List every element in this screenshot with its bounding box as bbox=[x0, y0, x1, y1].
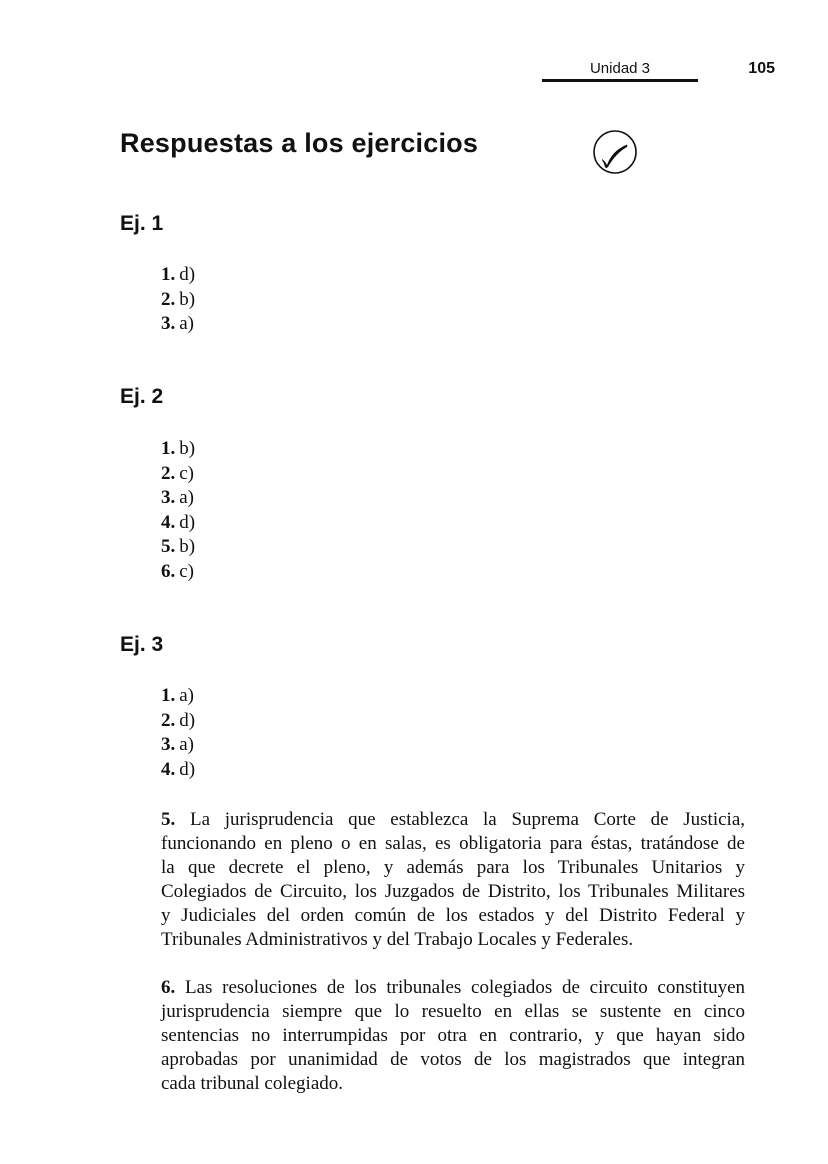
header-rule bbox=[542, 79, 698, 82]
answer-item: 3. a) bbox=[161, 313, 195, 334]
answer-item: 1. a) bbox=[161, 685, 195, 706]
page-number: 105 bbox=[748, 60, 775, 77]
answer-item: 2. b) bbox=[161, 288, 196, 310]
section-label-ej3: Ej. 3 bbox=[120, 633, 164, 656]
answer-item: 4. d) bbox=[161, 511, 196, 533]
running-header-unit: Unidad 3 bbox=[589, 60, 651, 77]
answer-list-ej2 bbox=[161, 437, 195, 584]
answer-item: 4. d) bbox=[161, 758, 196, 780]
answer-paragraph-6: 6. Las resoluciones de los tribunales colegiados de circuito constituyen jurisprudencia siempre que lo resuelto en ellas se sustente en cinco sentencias no interrumpidas por otra en contrario, y que hayan sido aprobadas por unanimidad de votos de los magistrados que integran cada tribunal colegiado. bbox=[161, 977, 746, 1094]
answer-item: 1. d) bbox=[161, 264, 196, 285]
answer-item: 2. c) bbox=[161, 462, 195, 484]
answer-item: 6. c) bbox=[161, 560, 195, 582]
section-label-ej2: Ej. 2 bbox=[120, 385, 164, 408]
answer-item: 1. b) bbox=[161, 438, 196, 459]
check-circle-icon bbox=[592, 129, 638, 175]
section-label-ej1: Ej. 1 bbox=[120, 212, 164, 235]
answer-item: 2. d) bbox=[161, 709, 196, 731]
answer-paragraph-5: 5. La jurisprudencia que establezca la Suprema Corte de Justicia, funcionando en pleno o en salas, es obligatoria para éstas, tratándose de la que decrete el pleno, y además para los Tribunales Unitarios y Colegiados de Circuito, los Juzgados de Distrito, los Tribunales Militares y Judiciales del orden común de los estados y del Distrito Federal y Tribunales Administrativos y del Trabajo Locales y Federales. bbox=[161, 809, 746, 950]
answer-list-ej1 bbox=[161, 263, 195, 337]
answer-list-ej3 bbox=[161, 684, 195, 782]
answer-item: 3. a) bbox=[161, 487, 195, 508]
page-title: Respuestas a los ejercicios bbox=[120, 128, 479, 158]
answer-item: 3. a) bbox=[161, 734, 195, 755]
answer-item: 5. b) bbox=[161, 536, 196, 557]
